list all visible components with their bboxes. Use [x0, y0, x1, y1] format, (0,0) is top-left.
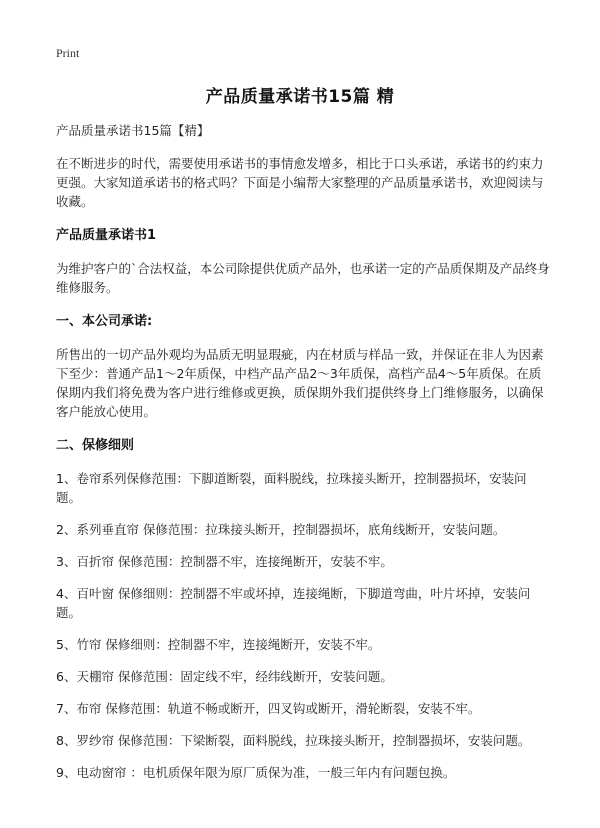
section-heading-company-promise: 一、本公司承诺: — [56, 314, 153, 329]
document-title: 产品质量承诺书15篇 精 — [205, 87, 395, 107]
document-body — [56, 121, 550, 795]
document-subtitle: 产品质量承诺书15篇【精】 — [56, 123, 210, 138]
repair-rule-item: 8、罗纱帘 保修范围：下梁断裂，面料脱线，拉珠接头断开，控制器损坏，安装问题。 — [56, 733, 531, 748]
print-label: Print — [56, 46, 80, 60]
repair-rule-item: 2、系列垂直帘 保修范围：拉珠接头断开，控制器损坏，底角线断开，安装问题。 — [56, 522, 506, 537]
repair-rule-item: 1、卷帘系列保修范围：下脚道断裂，面料脱线，拉珠接头断开，控制器损坏，安装问题。 — [56, 471, 527, 505]
section-heading-commitment-1: 产品质量承诺书1 — [56, 228, 157, 243]
repair-rule-item: 4、百叶窗 保修细则：控制器不牢或坏掉，连接绳断，下脚道弯曲，叶片坏掉，安装问题。 — [56, 586, 531, 620]
commitment-1-paragraph: 为维护客户的`合法权益，本公司除提供优质产品外，也承诺一定的产品质保期及产品终身维修服务。 — [56, 261, 550, 295]
company-promise-paragraph: 所售出的一切产品外观均为品质无明显瑕疵，内在材质与样品一致，并保证在非人为因素下至少：普通产品1～2年质保，中档产品产品2～3年质保，高档产品4～5年质保。在质保期内我们将免费为客户进行维修或更换，质保期外我们提供终身上门维修服务，以确保客户能放心使用。 — [56, 347, 544, 419]
repair-rule-item: 9、电动窗帘 ：电机质保年限为原厂质保为准，一般三年内有问题包换。 — [56, 765, 456, 780]
repair-rule-item: 6、天棚帘 保修范围：固定线不牢，经纬线断开，安装问题。 — [56, 669, 393, 684]
repair-rule-item: 7、布帘 保修范围：轨道不畅或断开，四叉钩或断开，滑轮断裂，安装不牢。 — [56, 701, 481, 716]
section-heading-repair-rules: 二、保修细则 — [56, 438, 135, 453]
intro-paragraph: 在不断进步的时代，需要使用承诺书的事情愈发增多，相比于口头承诺，承诺书的约束力更强。大家知道承诺书的格式吗？下面是小编帮大家整理的产品质量承诺书，欢迎阅读与收藏。 — [56, 156, 544, 209]
repair-rule-item: 3、百折帘 保修范围：控制器不牢，连接绳断开，安装不牢。 — [56, 554, 393, 569]
repair-rule-item: 5、竹帘 保修细则：控制器不牢，连接绳断开，安装不牢。 — [56, 637, 381, 652]
